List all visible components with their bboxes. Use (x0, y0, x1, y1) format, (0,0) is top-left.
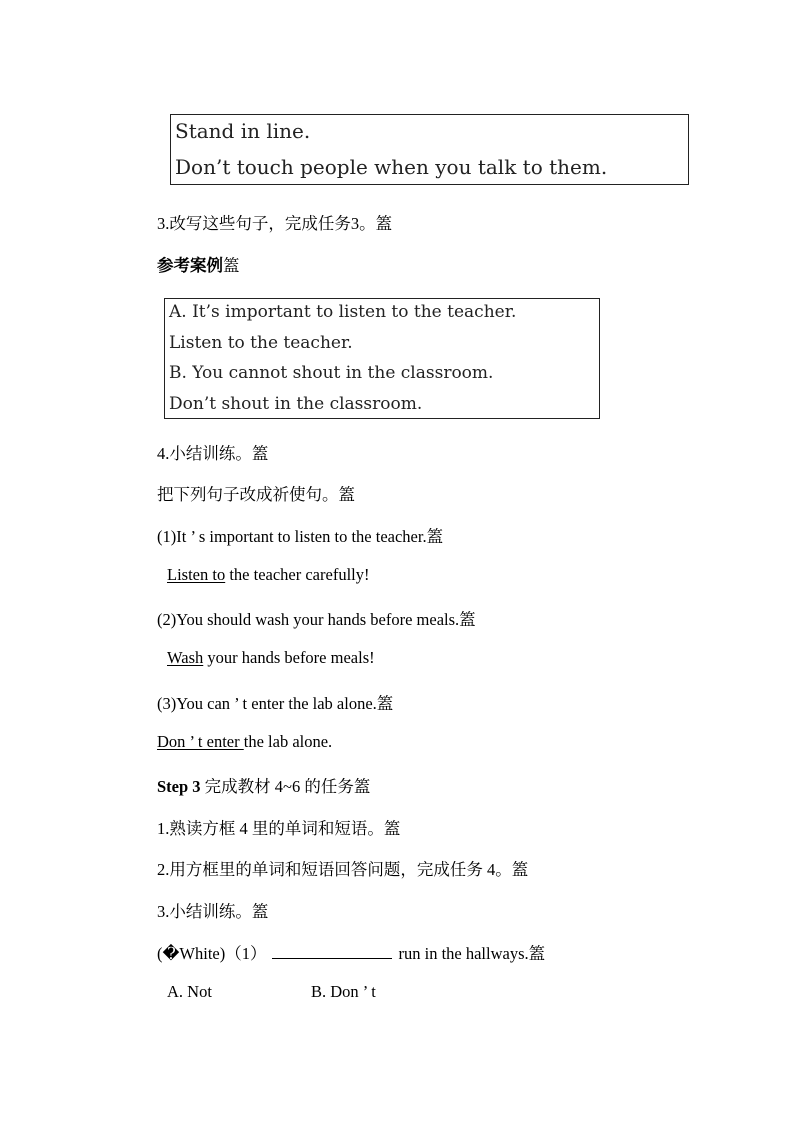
reference-heading (157, 252, 240, 276)
option-a[interactable]: A. Not (167, 982, 212, 1001)
box-line: A. It’s important to listen to the teacher. (169, 302, 517, 322)
step-text: 完成教材 4~6 的任务 (200, 777, 354, 796)
placeholder-glyph: 篕 (376, 694, 394, 713)
answer-rest: the teacher carefully! (225, 565, 370, 584)
exercise-2-answer (167, 648, 375, 668)
question-text: (2)You should wash your hands before meals. (157, 610, 460, 629)
box-line: Listen to the teacher. (169, 333, 353, 353)
exercise-1-question (157, 523, 443, 547)
item-text: 2.用方框里的单词和短语回答问题，完成任务 4。 (157, 860, 512, 879)
placeholder-glyph: 篕 (375, 214, 393, 233)
placeholder-glyph: 篕 (459, 610, 476, 629)
option-b[interactable]: B. Don ’ t (311, 982, 376, 1001)
placeholder-glyph: 篕 (426, 527, 444, 546)
answer-rest: the lab alone. (243, 732, 333, 751)
item-text: 1.熟读方框 4 里的单词和短语。 (157, 819, 384, 838)
exercise-3-answer (157, 732, 332, 752)
question-text: (3)You can ’ t enter the lab alone. (157, 694, 377, 713)
step-label: Step 3 (157, 777, 201, 796)
step-3-item-1 (157, 815, 400, 839)
answer-underlined: Listen to (167, 565, 226, 584)
answer-underlined: Wash (167, 648, 204, 667)
reference-text: 参考案例 (157, 256, 223, 275)
exercise-3-question (157, 690, 393, 714)
box-line: Stand in line. (175, 119, 311, 143)
example-box-1 (170, 114, 689, 185)
task-3-heading (157, 210, 392, 234)
placeholder-glyph: 篕 (223, 256, 240, 275)
example-box-2 (164, 298, 600, 419)
step-3-item-3 (157, 898, 268, 922)
question-text: run in the hallways. (398, 944, 529, 963)
answer-rest: your hands before meals! (203, 648, 375, 667)
box-line: Don’t touch people when you talk to them. (175, 155, 608, 179)
placeholder-glyph: 篕 (353, 777, 371, 796)
exercise-2-question (157, 606, 476, 630)
placeholder-glyph: 篕 (511, 860, 529, 879)
placeholder-glyph: 篕 (251, 444, 269, 463)
instruction-text: 把下列句子改成祈使句。 (157, 485, 339, 504)
placeholder-glyph: 篕 (528, 944, 546, 963)
item-text: 3.小结训练。 (157, 902, 252, 921)
step-3-item-2 (157, 856, 528, 880)
question-text: (1)It ’ s important to listen to the teacher. (157, 527, 427, 546)
placeholder-glyph: 篕 (251, 902, 269, 921)
instruction (157, 481, 355, 505)
task-4-text: 4.小结训练。 (157, 444, 252, 463)
box-line: B. You cannot shout in the classroom. (169, 363, 494, 383)
box-line: Don’t shout in the classroom. (169, 394, 423, 414)
placeholder-glyph: 篕 (383, 819, 401, 838)
step-3-heading (157, 773, 370, 797)
answer-underlined: Don ’ t enter (157, 732, 244, 751)
question-prefix: (�White)（1） (157, 944, 267, 963)
exercise-1-answer (167, 565, 369, 585)
answer-blank[interactable] (272, 944, 392, 959)
placeholder-glyph: 篕 (338, 485, 355, 504)
task-3-text: 3.改写这些句子，完成任务3。 (157, 214, 376, 233)
task-4-heading (157, 440, 268, 464)
fill-in-question-1 (157, 940, 545, 964)
